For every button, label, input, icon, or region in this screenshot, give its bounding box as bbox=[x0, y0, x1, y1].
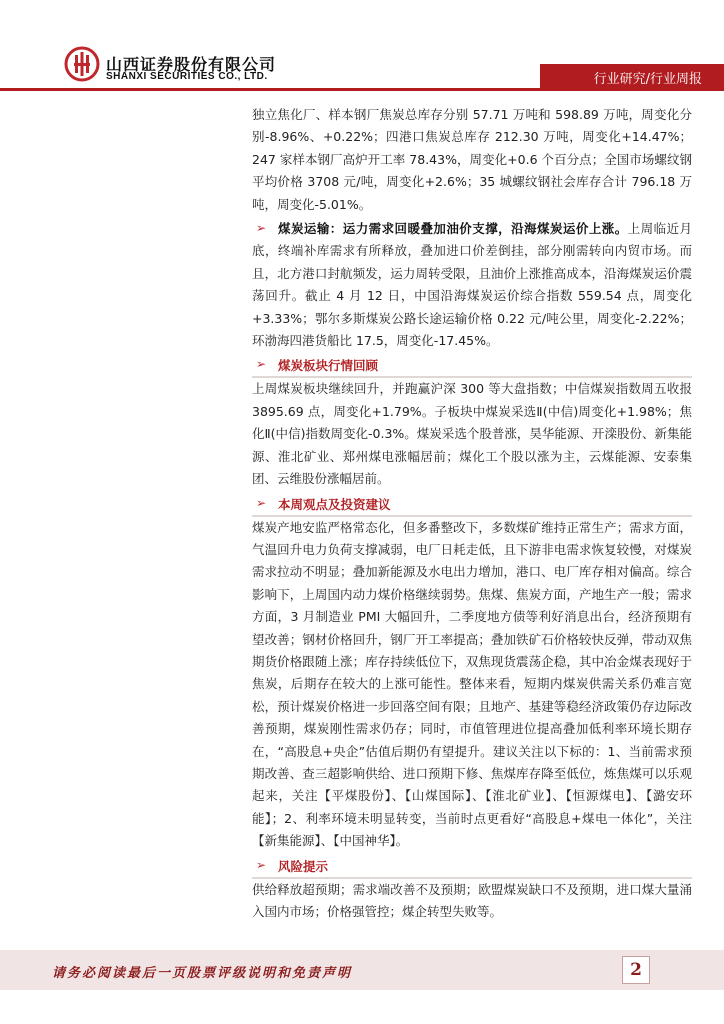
bullet-arrow-icon: ➢ bbox=[256, 857, 267, 872]
header-divider bbox=[0, 88, 724, 91]
report-type-label: 行业研究/行业周报 bbox=[593, 72, 702, 87]
company-logo-icon bbox=[64, 46, 100, 82]
paragraph-coke-steel: 独立焦化厂、样本钢厂焦炭总库存分别 57.71 万吨和 598.89 万吨，周变化分别-8.96%、+0.22%；四港口焦炭总库存 212.30 万吨，周变化+14.47%；247 家样本钢厂高炉开工率 78.43%，周变化+0.6 个百分点；全国市场螺纹钢平均价格 3708 元/吨，周变化+2.6%；35 城螺纹钢社会库存合计 796.18 万吨，周变化-5.01%。 bbox=[252, 107, 692, 212]
paragraph-outlook: 煤炭产地安监严格常态化，但多番整改下，多数煤矿维持正常生产；需求方面，气温回升电力负荷支撑减弱，电厂日耗走低，且下游非电需求恢复较慢，对煤炭需求拉动不明显；叠加新能源及水电出力增加，港口、电厂库存相对偏高。综合影响下，上周国内动力煤价格继续弱势。焦煤、焦炭方面，产地生产一般；需求方面，3 月制造业 PMI 大幅回升，二季度地方债等利好消息出台，经济预期有望改善；钢材价格回升，钢厂开工率提高；叠加铁矿石价格较快反弹，带动双焦期货价格跟随上涨；库存持续低位下，双焦现货震荡企稳，其中冶金煤表现好于焦炭，后期存在较大的上涨可能性。整体来看，短期内煤炭供需关系仍难言宽松，预计煤炭价格进一步回落空间有限；且地产、基建等稳经济政策仍存边际改善预期，煤炭刚性需求仍存；同时，市值管理进位提高叠加低利率环境长期存在，“高股息+央企”估值后期仍有望提升。建议关注以下标的：1、当前需求预期改善、查三超影响供给、进口预期下修、焦煤库存降至低位，炼焦煤可以乐观起来，关注【平煤股份】、【山煤国际】、【淮北矿业】、【恒源煤电】、【潞安环能】；2、利率环境未明显转变，当前时点更看好“高股息+煤电一体化”，关注【新集能源】、【中国神华】。 bbox=[252, 519, 692, 849]
page-number: 2 bbox=[630, 960, 642, 980]
bullet-arrow-icon: ➢ bbox=[256, 357, 267, 372]
company-name-cn: 山西证券股份有限公司 bbox=[106, 55, 277, 74]
disclaimer-notice: 请务必阅读最后一页股票评级说明和免责声明 bbox=[52, 966, 353, 981]
bullet-arrow-icon: ➢ bbox=[256, 495, 267, 510]
section-title: 本周观点及投资建议 bbox=[278, 496, 391, 512]
company-name-en: SHANXI SECURITIES CO., LTD. bbox=[106, 71, 268, 82]
section-title: 煤炭板块行情回顾 bbox=[278, 358, 379, 374]
page-number-box bbox=[622, 956, 650, 984]
paragraph-risks: 供给释放超预期；需求端改善不及预期；欧盟煤炭缺口不及预期，进口煤大量涌入国内市场；价格强管控；煤企转型失败等。 bbox=[252, 881, 692, 919]
section-underline bbox=[252, 877, 692, 879]
transport-headline: 煤炭运输：运力需求回暖叠加油价支撑，沿海煤炭运价上涨。 bbox=[278, 221, 628, 237]
section-outlook-heading bbox=[252, 493, 692, 517]
section-underline bbox=[252, 515, 692, 517]
section-market-review-heading bbox=[252, 354, 692, 378]
paragraph-market-review: 上周煤炭板块继续回升，并跑赢沪深 300 等大盘指数；中信煤炭指数周五收报 3895.69 点，周变化+1.79%。子板块中煤炭采选Ⅱ(中信)周变化+1.98%；焦化Ⅱ(中信)指数周变化-0.3%。煤炭采选个股普涨，昊华能源、开滦股份、新集能源、淮北矿业、郑州煤电涨幅居前；煤化工个股以涨为主，云煤能源、安泰集团、云维股份涨幅居前。 bbox=[252, 381, 692, 487]
bullet-arrow-icon: ➢ bbox=[256, 221, 267, 236]
section-underline bbox=[252, 376, 692, 378]
section-transport-heading bbox=[252, 218, 692, 242]
section-title: 风险提示 bbox=[278, 858, 329, 874]
page-header bbox=[0, 0, 724, 96]
transport-text: 上周临近月底，终端补库需求有所释放，叠加进口价差倒挂，部分刚需转向内贸市场。而且，北方港口封航频发，运力周转受限，且油价上涨推高成本，沿海煤炭运价震荡回升。截止 4 月 12 日，中国沿海煤炭运价综合指数 559.54 点，周变化+3.33%；鄂尔多斯煤炭公路长途运输价格 0.22 元/吨公里，周变化-2.22%；环渤海四港货船比 17.5，周变化-17.45%。 bbox=[252, 221, 692, 349]
report-body bbox=[252, 104, 692, 923]
page-footer bbox=[0, 950, 724, 990]
report-type-banner bbox=[540, 64, 724, 88]
section-risk-heading bbox=[252, 855, 692, 879]
